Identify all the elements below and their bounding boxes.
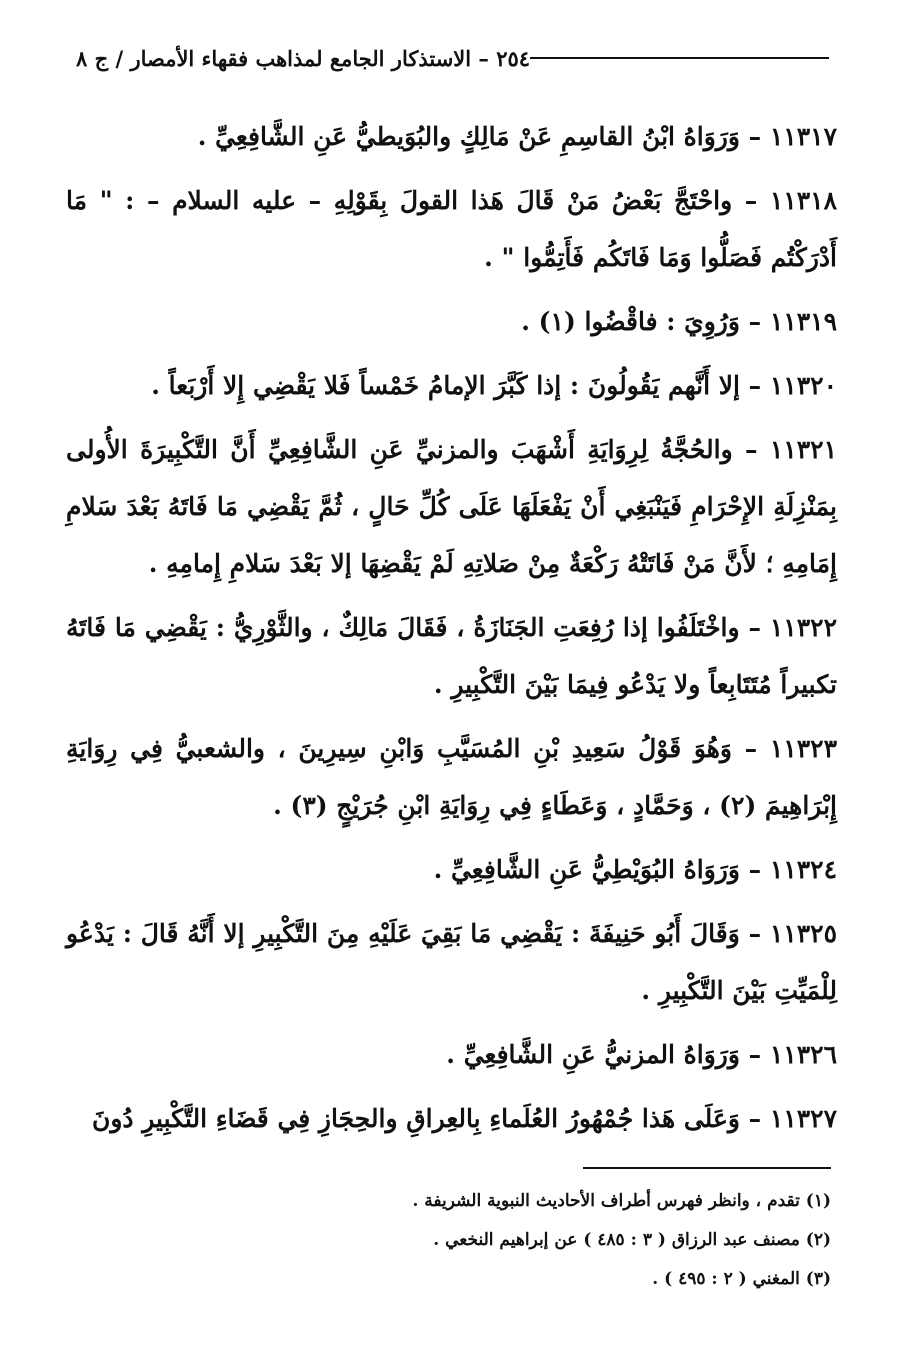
- footnote-1: (١) تقدم ، وانظر فهرس أطراف الأحاديث النبوية الشريفة .: [412, 1191, 831, 1211]
- running-header: [76, 38, 839, 78]
- paragraph-11326: ١١٣٢٦ – وَرَوَاهُ المزنيُّ عَنِ الشَّافِعِيِّ .: [446, 1040, 837, 1069]
- paragraph-11324: ١١٣٢٤ – وَرَوَاهُ البُوَيْطِيُّ عَنِ الشَّافِعِيِّ .: [433, 855, 837, 884]
- footnote-3: (٣) المغني ( ٢ : ٤٩٥ ) .: [652, 1269, 831, 1289]
- footnote-separator: [583, 1167, 831, 1169]
- running-header-title: ٢٥٤ – الاستذكار الجامع لمذاهب فقهاء الأمصار / ج ٨: [76, 45, 531, 71]
- paragraph-11319: ١١٣١٩ – وَرُوِيَ : فاقْضُوا (١) .: [521, 307, 837, 336]
- footnote-2: (٢) مصنف عبد الرزاق ( ٣ : ٤٨٥ ) عن إبراهيم النخعي .: [433, 1230, 831, 1250]
- paragraph-11325: ١١٣٢٥ – وَقَالَ أَبُو حَنِيفَةَ : يَقْضِي مَا بَقِيَ عَلَيْهِ مِنَ التَّكْبِيرِ إلا أَنَّهُ قَالَ : يَدْعُو لِلْمَيِّتِ بَيْنَ التَّكْبِيرِ .: [66, 919, 837, 1005]
- paragraph-11323: ١١٣٢٣ – وَهُوَ قَوْلُ سَعِيدِ بْنِ المُسَيَّبِ وَابْنِ سِيرِينَ ، والشعبيُّ فِي رِوَايَةِ إِبْرَاهِيمَ (٢) ، وَحَمَّادٍ ، وَعَطَاءٍ فِي رِوَايَةِ ابْنِ جُرَيْجٍ (٣) .: [66, 734, 837, 820]
- paragraph-11317: ١١٣١٧ – وَرَوَاهُ ابْنُ القاسِمِ عَنْ مَالِكٍ والبُوَيطيُّ عَنِ الشَّافِعِيِّ .: [197, 122, 837, 151]
- main-text: [66, 108, 837, 1154]
- paragraph-11327: ١١٣٢٧ – وَعَلَى هَذا جُمْهُورُ العُلَماءِ بِالعِراقِ والحِجَازِ فِي قَضَاءِ التَّكْبِيرِ دُونَ: [91, 1104, 837, 1133]
- paragraph-11322: ١١٣٢٢ – واخْتَلَفُوا إذا رُفِعَتِ الجَنَازَةُ ، فَقَالَ مَالِكٌ ، والثَّوْرِيُّ : يَقْضِي مَا فَاتَهُ تكبيراً مُتَتَابِعاً ولا يَدْعُو فِيمَا بَيْنَ التَّكْبِيرِ .: [66, 613, 837, 699]
- header-rule: [530, 57, 829, 59]
- paragraph-11321: ١١٣٢١ – والحُجَّةُ لِرِوَايَةِ أَشْهَبَ والمزنيِّ عَنِ الشَّافِعِيِّ أَنَّ التَّكْبِيرَةَ الأُولى بِمَنْزِلَةِ الإِحْرَامِ فَيَنْبَغِي أَنْ يَفْعَلَهَا عَلَى كُلِّ حَالٍ ، ثُمَّ يَقْضِي مَا فَاتَهُ بَعْدَ سَلامِ إِمَامِهِ ؛ لأَنَّ مَنْ فَاتَتْهُ رَكْعَةٌ مِنْ صَلاتِهِ لَمْ يَقْضِهَا إلا بَعْدَ سَلامِ إِمامِهِ .: [66, 435, 837, 578]
- footnotes: [80, 1182, 831, 1299]
- paragraph-11318: ١١٣١٨ – واحْتَجَّ بَعْضُ مَنْ قَالَ هَذا القولَ بِقَوْلِهِ – عليه السلام – : " مَا أَدْرَكْتُم فَصَلُّوا وَمَا فَاتَكُم فَأَتِمُّوا " .: [66, 186, 837, 272]
- paragraph-11320: ١١٣٢٠ – إلا أَنَّهم يَقُولُونَ : إذا كَبَّرَ الإمامُ خَمْساً فَلا يَقْضِي إِلا أَرْبَعاً .: [151, 371, 837, 400]
